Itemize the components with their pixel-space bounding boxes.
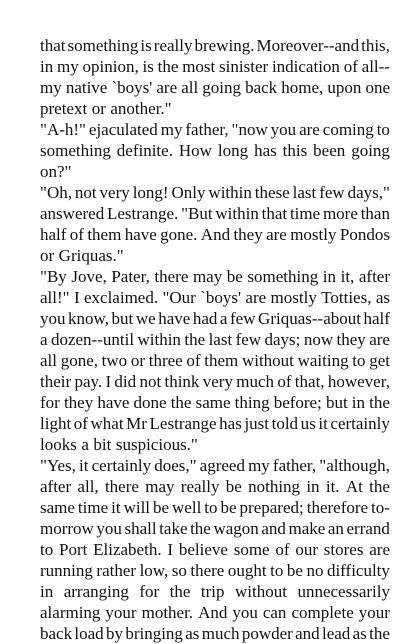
- text-line: looks a bit suspicious.": [40, 435, 198, 454]
- text-line: answered Lestrange. "But within that time more than: [40, 204, 390, 223]
- text-line: same time it will be well to be prepared; therefore to-: [40, 498, 390, 517]
- text-line: all gone, two or three of them without waiting to get: [40, 351, 390, 370]
- text-line: something definite. How long has this been going: [40, 141, 390, 160]
- text-line: "By Jove, Pater, there may be something in it, after: [40, 267, 390, 286]
- text-line: morrow you shall take the wagon and make an errand: [40, 519, 390, 538]
- text-line: "Oh, not very long! Only within these last few days,": [40, 183, 390, 202]
- text-line: pretext or another.": [40, 99, 172, 118]
- text-line: "A-h!" ejaculated my father, "now you are coming to: [40, 120, 390, 139]
- text-line: a dozen--until within the last few days; now they are: [40, 330, 390, 349]
- text-line: their pay. I did not think very much of that, however,: [40, 372, 390, 391]
- text-line: that something is really brewing. Moreover--and this,: [40, 36, 390, 55]
- text-line: half of them have gone. And they are mostly Pondos: [40, 225, 390, 244]
- text-line: after all, there may really be nothing in it. At the: [40, 477, 390, 496]
- text-line: alarming your mother. And you can complete your: [40, 603, 390, 622]
- text-line: in my opinion, is the most sinister indication of all--: [40, 57, 390, 76]
- text-line: or Griquas.": [40, 246, 124, 265]
- text-line: for they have done the same thing before; but in the: [40, 393, 390, 412]
- text-line: my native `boys' are all going back home, upon one: [40, 78, 390, 97]
- text-line: back load by bringing as much powder and lead as the: [40, 624, 390, 643]
- text-line: "Yes, it certainly does," agreed my father, "although,: [40, 456, 390, 475]
- text-line: in arranging for the trip without unnecessarily: [40, 582, 390, 601]
- text-line: all!" I exclaimed. "Our `boys' are mostly Totties, as: [40, 288, 390, 307]
- text-line: you know, but we have had a few Griquas--about half: [40, 309, 390, 328]
- text-line: running rather low, so there ought to be no difficulty: [40, 561, 390, 580]
- text-line: light of what Mr Lestrange has just told us it certainly: [40, 414, 390, 433]
- text-line: on?": [40, 162, 72, 181]
- text-line: to Port Elizabeth. I believe some of our stores are: [40, 540, 390, 559]
